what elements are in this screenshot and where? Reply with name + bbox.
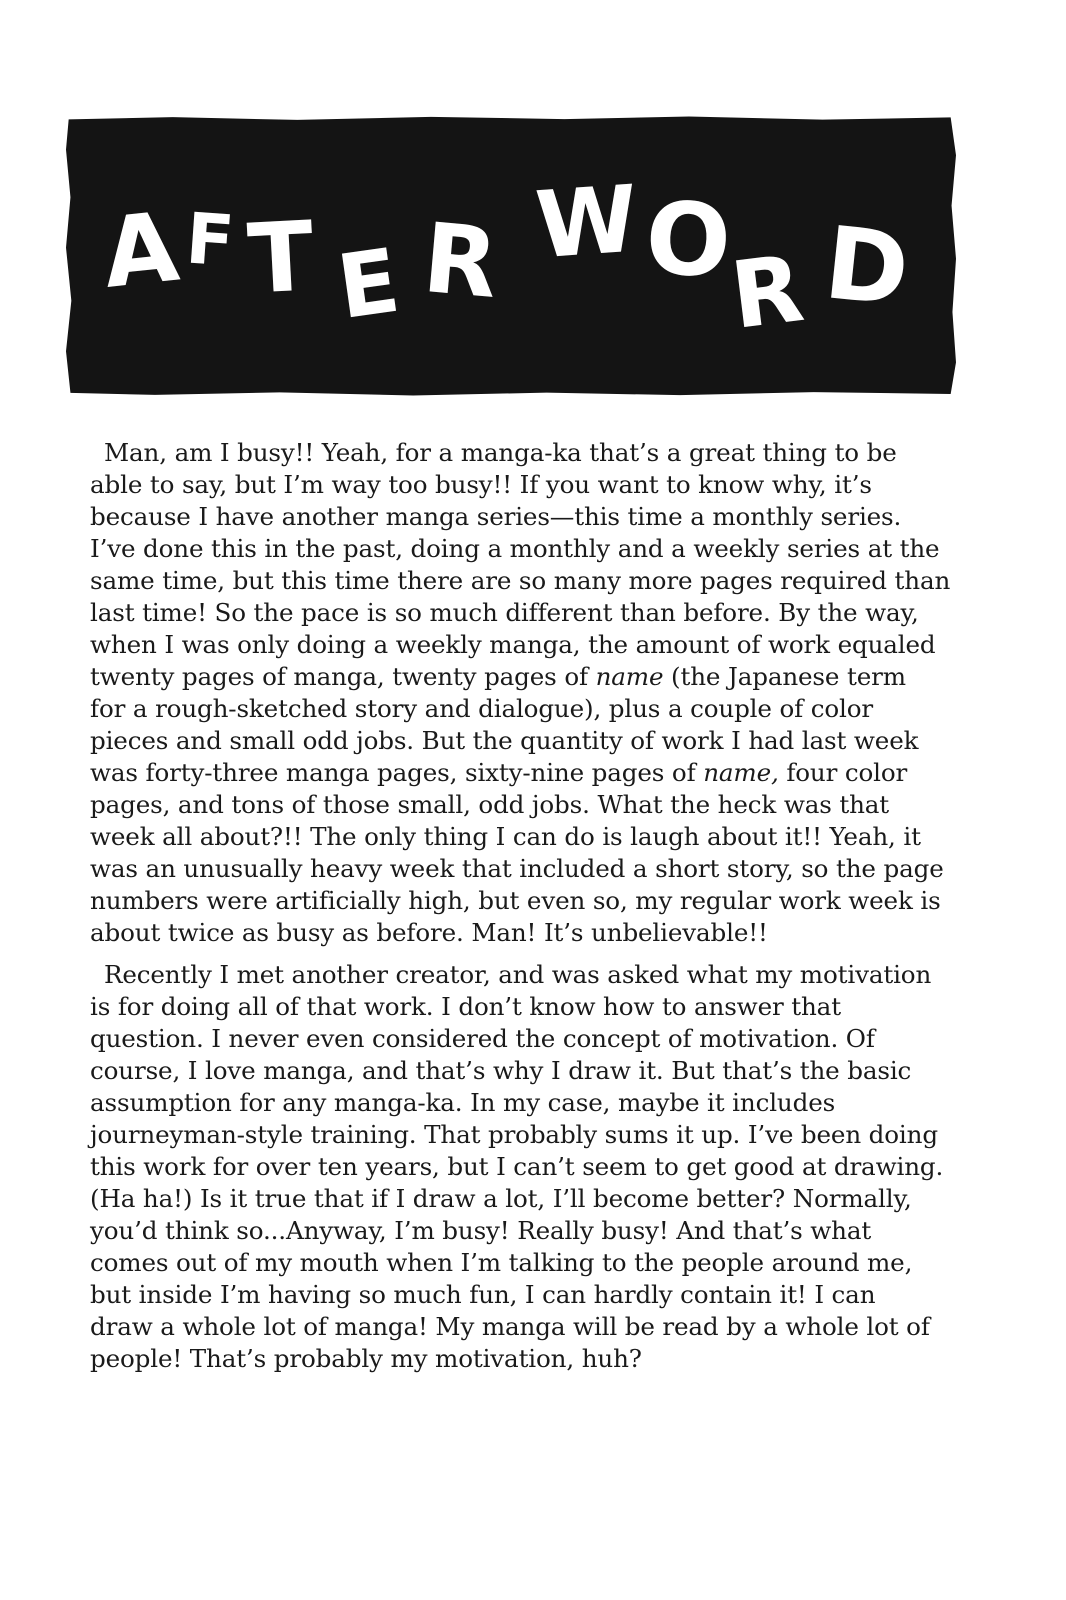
title-letter-r2: R — [725, 234, 809, 350]
paragraph-2: Recently I met another creator, and was asked what my motivation is for doing all of that work. I don’t know how to answer that question. I never even considered the concept of motivation. Of course, I love manga, and that’s why I draw it. But that’s the basic assumption for any manga-ka. In my case, maybe it includes journeyman-style training. That probably sums it up. I’ve been doing this work for over ten years, but I can’t seem to get good at drawing. (Ha ha!) Is it true that if I draw a lot, I’ll become better? Normally, you’d think so...Anyway, I’m busy! Really busy! And that’s what comes out of my mouth when I’m talking to the people around me, but inside I’m having so much fun, I can hardly contain it! I can draw a whole lot of manga! My manga will be read by a whole lot of people! That’s probably my motivation, huh? — [90, 960, 944, 1373]
italic-term: name — [595, 662, 664, 691]
title-letter-o: O — [642, 179, 734, 301]
title-letter-e: E — [331, 228, 406, 340]
title-banner — [66, 116, 956, 396]
title-letter-r: R — [418, 201, 503, 320]
title-letter-a: A — [97, 190, 184, 310]
title-letter-f: F — [183, 197, 237, 283]
italic-term: name, — [703, 758, 779, 787]
afterword-body — [90, 437, 960, 1385]
title-letter-w: W — [532, 165, 642, 280]
title-lettering — [66, 116, 956, 396]
title-letter-d: D — [819, 204, 915, 330]
title-letter-t: T — [245, 200, 317, 316]
paragraph-1: Man, am I busy!! Yeah, for a manga-ka that’s a great thing to be able to say, but I’m way too busy!! If you want to know why, it’s because I have another manga series—this time a monthly series. I’ve done this in the past, doing a monthly and a weekly series at the same time, but this time there are so many more pages required than last time! So the pace is so much different than before. By the way, when I was only doing a weekly manga, the amount of work equaled twenty pages of manga, twenty pages of name (the Japanese term for a rough-sketched story and dialogue), plus a couple of color pieces and small odd jobs. But the quantity of work I had last week was forty-three manga pages, sixty-nine pages of name, four color pages, and tons of those small, odd jobs. What the heck was that week all about?!! The only thing I can do is laugh about it!! Yeah, it was an unusually heavy week that included a short story, so the page numbers were artificially high, but even so, my regular work week is about twice as busy as before. Man! It’s unbelievable!! — [90, 438, 951, 947]
